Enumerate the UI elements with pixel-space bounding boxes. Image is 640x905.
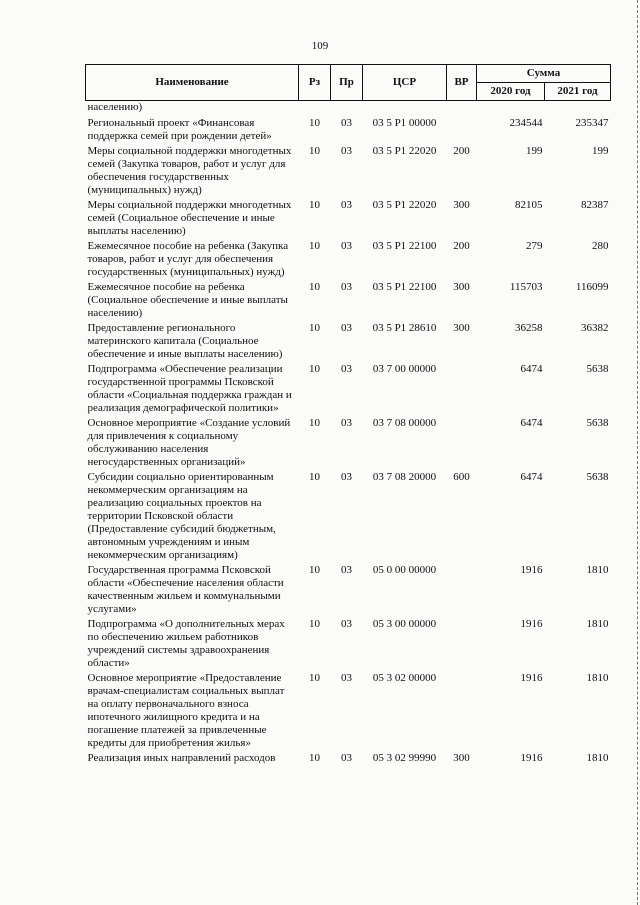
header-name: Наименование — [86, 65, 299, 101]
header-rz: Рз — [299, 65, 331, 101]
row-vr — [447, 416, 477, 470]
header-2020: 2020 год — [477, 83, 545, 101]
row-csr: 05 3 02 99990 — [372, 752, 437, 764]
continuation-row — [86, 101, 611, 117]
row-pr: 03 — [341, 240, 352, 252]
row-sum-2021: 5638 — [586, 471, 609, 483]
row-csr: 03 5 P1 00000 — [372, 117, 437, 129]
row-pr: 03 — [341, 672, 352, 684]
row-csr: 03 5 P1 22100 — [372, 281, 437, 293]
row-sum-2021: 36382 — [581, 322, 609, 334]
page-number: 109 — [311, 40, 329, 52]
row-vr — [447, 617, 477, 671]
row-vr — [447, 563, 477, 617]
row-csr: 03 5 P1 22020 — [372, 199, 437, 211]
row-sum-2020: 1916 — [520, 564, 543, 576]
row-sum-2020: 234544 — [509, 117, 543, 129]
row-rz: 10 — [309, 752, 320, 764]
row-sum-2020: 115703 — [509, 281, 543, 293]
row-pr: 03 — [341, 322, 352, 334]
row-name: Меры социальной поддержки многодетных семей (Социальное обеспечение и иные выплаты населению) — [87, 199, 292, 237]
row-vr: 200 — [453, 145, 470, 157]
row-csr: 03 5 P1 22020 — [372, 145, 437, 157]
row-rz: 10 — [309, 240, 320, 252]
table-row — [86, 144, 611, 198]
table-row — [86, 116, 611, 144]
row-name: Государственная программа Псковской области «Обеспечение населения области качественным жильем и коммунальными услугами» — [87, 564, 284, 615]
row-sum-2021: 1810 — [586, 672, 609, 684]
row-csr: 03 5 P1 22100 — [372, 240, 437, 252]
row-pr: 03 — [341, 471, 352, 483]
row-csr: 03 7 00 00000 — [372, 363, 437, 375]
table-header — [86, 65, 611, 101]
row-sum-2020: 1916 — [520, 672, 543, 684]
row-csr: 05 0 00 00000 — [372, 564, 437, 576]
row-name: Предоставление регионального материнского капитала (Социальное обеспечение и иные выплаты населению) — [87, 322, 283, 360]
row-sum-2021: 5638 — [586, 363, 609, 375]
row-sum-2020: 6474 — [520, 363, 543, 375]
header-csr: ЦСР — [363, 65, 447, 101]
row-rz: 10 — [309, 281, 320, 293]
row-vr — [447, 116, 477, 144]
row-name: Подпрограмма «О дополнительных мерах по обеспечению жильем работников учреждений системы здравоохранения области» — [87, 618, 285, 669]
row-sum-2020: 1916 — [520, 752, 543, 764]
row-sum-2021: 199 — [592, 145, 609, 157]
table-row — [86, 751, 611, 766]
row-vr — [447, 362, 477, 416]
table-body — [86, 101, 611, 767]
row-rz: 10 — [309, 145, 320, 157]
row-rz: 10 — [309, 117, 320, 129]
row-sum-2020: 1916 — [520, 618, 543, 630]
table-row — [86, 362, 611, 416]
row-vr: 300 — [453, 322, 470, 334]
row-name: Субсидии социально ориентированным некоммерческим организациям на реализацию социальных проектов на территории Псковской области (Предоставление субсидий бюджетным, автономным учреждениям и иным некоммерческим организациям) — [87, 471, 276, 561]
row-sum-2021: 1810 — [586, 752, 609, 764]
continuation-text: населению) — [87, 101, 143, 113]
row-name: Основное мероприятие «Создание условий для привлечения к социальному обслуживанию населения негосударственных организаций» — [87, 417, 291, 468]
header-pr: Пр — [331, 65, 363, 101]
row-vr: 200 — [453, 240, 470, 252]
header-sum: Сумма — [477, 65, 611, 83]
row-pr: 03 — [341, 281, 352, 293]
row-name: Реализация иных направлений расходов — [87, 752, 276, 764]
row-rz: 10 — [309, 363, 320, 375]
table-row — [86, 617, 611, 671]
row-sum-2021: 235347 — [575, 117, 609, 129]
row-sum-2020: 279 — [526, 240, 543, 252]
row-rz: 10 — [309, 564, 320, 576]
row-name: Ежемесячное пособие на ребенка (Закупка товаров, работ и услуг для обеспечения государственных (муниципальных) нужд) — [87, 240, 289, 278]
row-sum-2021: 1810 — [586, 564, 609, 576]
budget-table — [85, 64, 611, 766]
row-sum-2020: 36258 — [515, 322, 543, 334]
row-csr: 05 3 02 00000 — [372, 672, 437, 684]
row-sum-2021: 116099 — [575, 281, 609, 293]
row-pr: 03 — [341, 363, 352, 375]
row-rz: 10 — [309, 471, 320, 483]
row-rz: 10 — [309, 199, 320, 211]
row-pr: 03 — [341, 618, 352, 630]
row-csr: 03 5 P1 28610 — [372, 322, 437, 334]
row-name: Подпрограмма «Обеспечение реализации государственной программы Псковской области «Социальная поддержка граждан и реализация демографической политики» — [87, 363, 292, 414]
table-row — [86, 280, 611, 321]
row-vr — [447, 671, 477, 751]
row-rz: 10 — [309, 417, 320, 429]
row-pr: 03 — [341, 564, 352, 576]
table-row — [86, 563, 611, 617]
header-vr: ВР — [447, 65, 477, 101]
row-pr: 03 — [341, 117, 352, 129]
row-vr: 600 — [453, 471, 470, 483]
row-pr: 03 — [341, 145, 352, 157]
row-pr: 03 — [341, 417, 352, 429]
row-csr: 03 7 08 20000 — [372, 471, 437, 483]
table-row — [86, 198, 611, 239]
table-row — [86, 321, 611, 362]
row-sum-2020: 6474 — [520, 417, 543, 429]
table-row — [86, 470, 611, 563]
row-sum-2020: 82105 — [515, 199, 543, 211]
row-vr: 300 — [453, 199, 470, 211]
row-rz: 10 — [309, 618, 320, 630]
row-name: Ежемесячное пособие на ребенка (Социальное обеспечение и иные выплаты населению) — [87, 281, 288, 319]
header-2021: 2021 год — [545, 83, 611, 101]
scan-edge — [634, 0, 638, 905]
row-name: Региональный проект «Финансовая поддержка семей при рождении детей» — [87, 117, 272, 142]
row-sum-2021: 280 — [592, 240, 609, 252]
row-name: Основное мероприятие «Предоставление врачам-специалистам социальных выплат на оплату первоначального взноса ипотечного жилищного кредита и на погашение платежей за привлеченные кредиты для приобретения жилья» — [87, 672, 285, 749]
row-sum-2021: 5638 — [586, 417, 609, 429]
row-pr: 03 — [341, 752, 352, 764]
table-row — [86, 671, 611, 751]
row-vr: 300 — [453, 752, 470, 764]
row-rz: 10 — [309, 322, 320, 334]
row-sum-2020: 199 — [526, 145, 543, 157]
table-row — [86, 239, 611, 280]
row-name: Меры социальной поддержки многодетных семей (Закупка товаров, работ и услуг для обеспечения государственных (муниципальных) нужд) — [87, 145, 292, 196]
row-rz: 10 — [309, 672, 320, 684]
row-sum-2020: 6474 — [520, 471, 543, 483]
row-vr: 300 — [453, 281, 470, 293]
row-sum-2021: 1810 — [586, 618, 609, 630]
row-csr: 05 3 00 00000 — [372, 618, 437, 630]
row-sum-2021: 82387 — [581, 199, 609, 211]
row-pr: 03 — [341, 199, 352, 211]
row-csr: 03 7 08 00000 — [372, 417, 437, 429]
table-row — [86, 416, 611, 470]
